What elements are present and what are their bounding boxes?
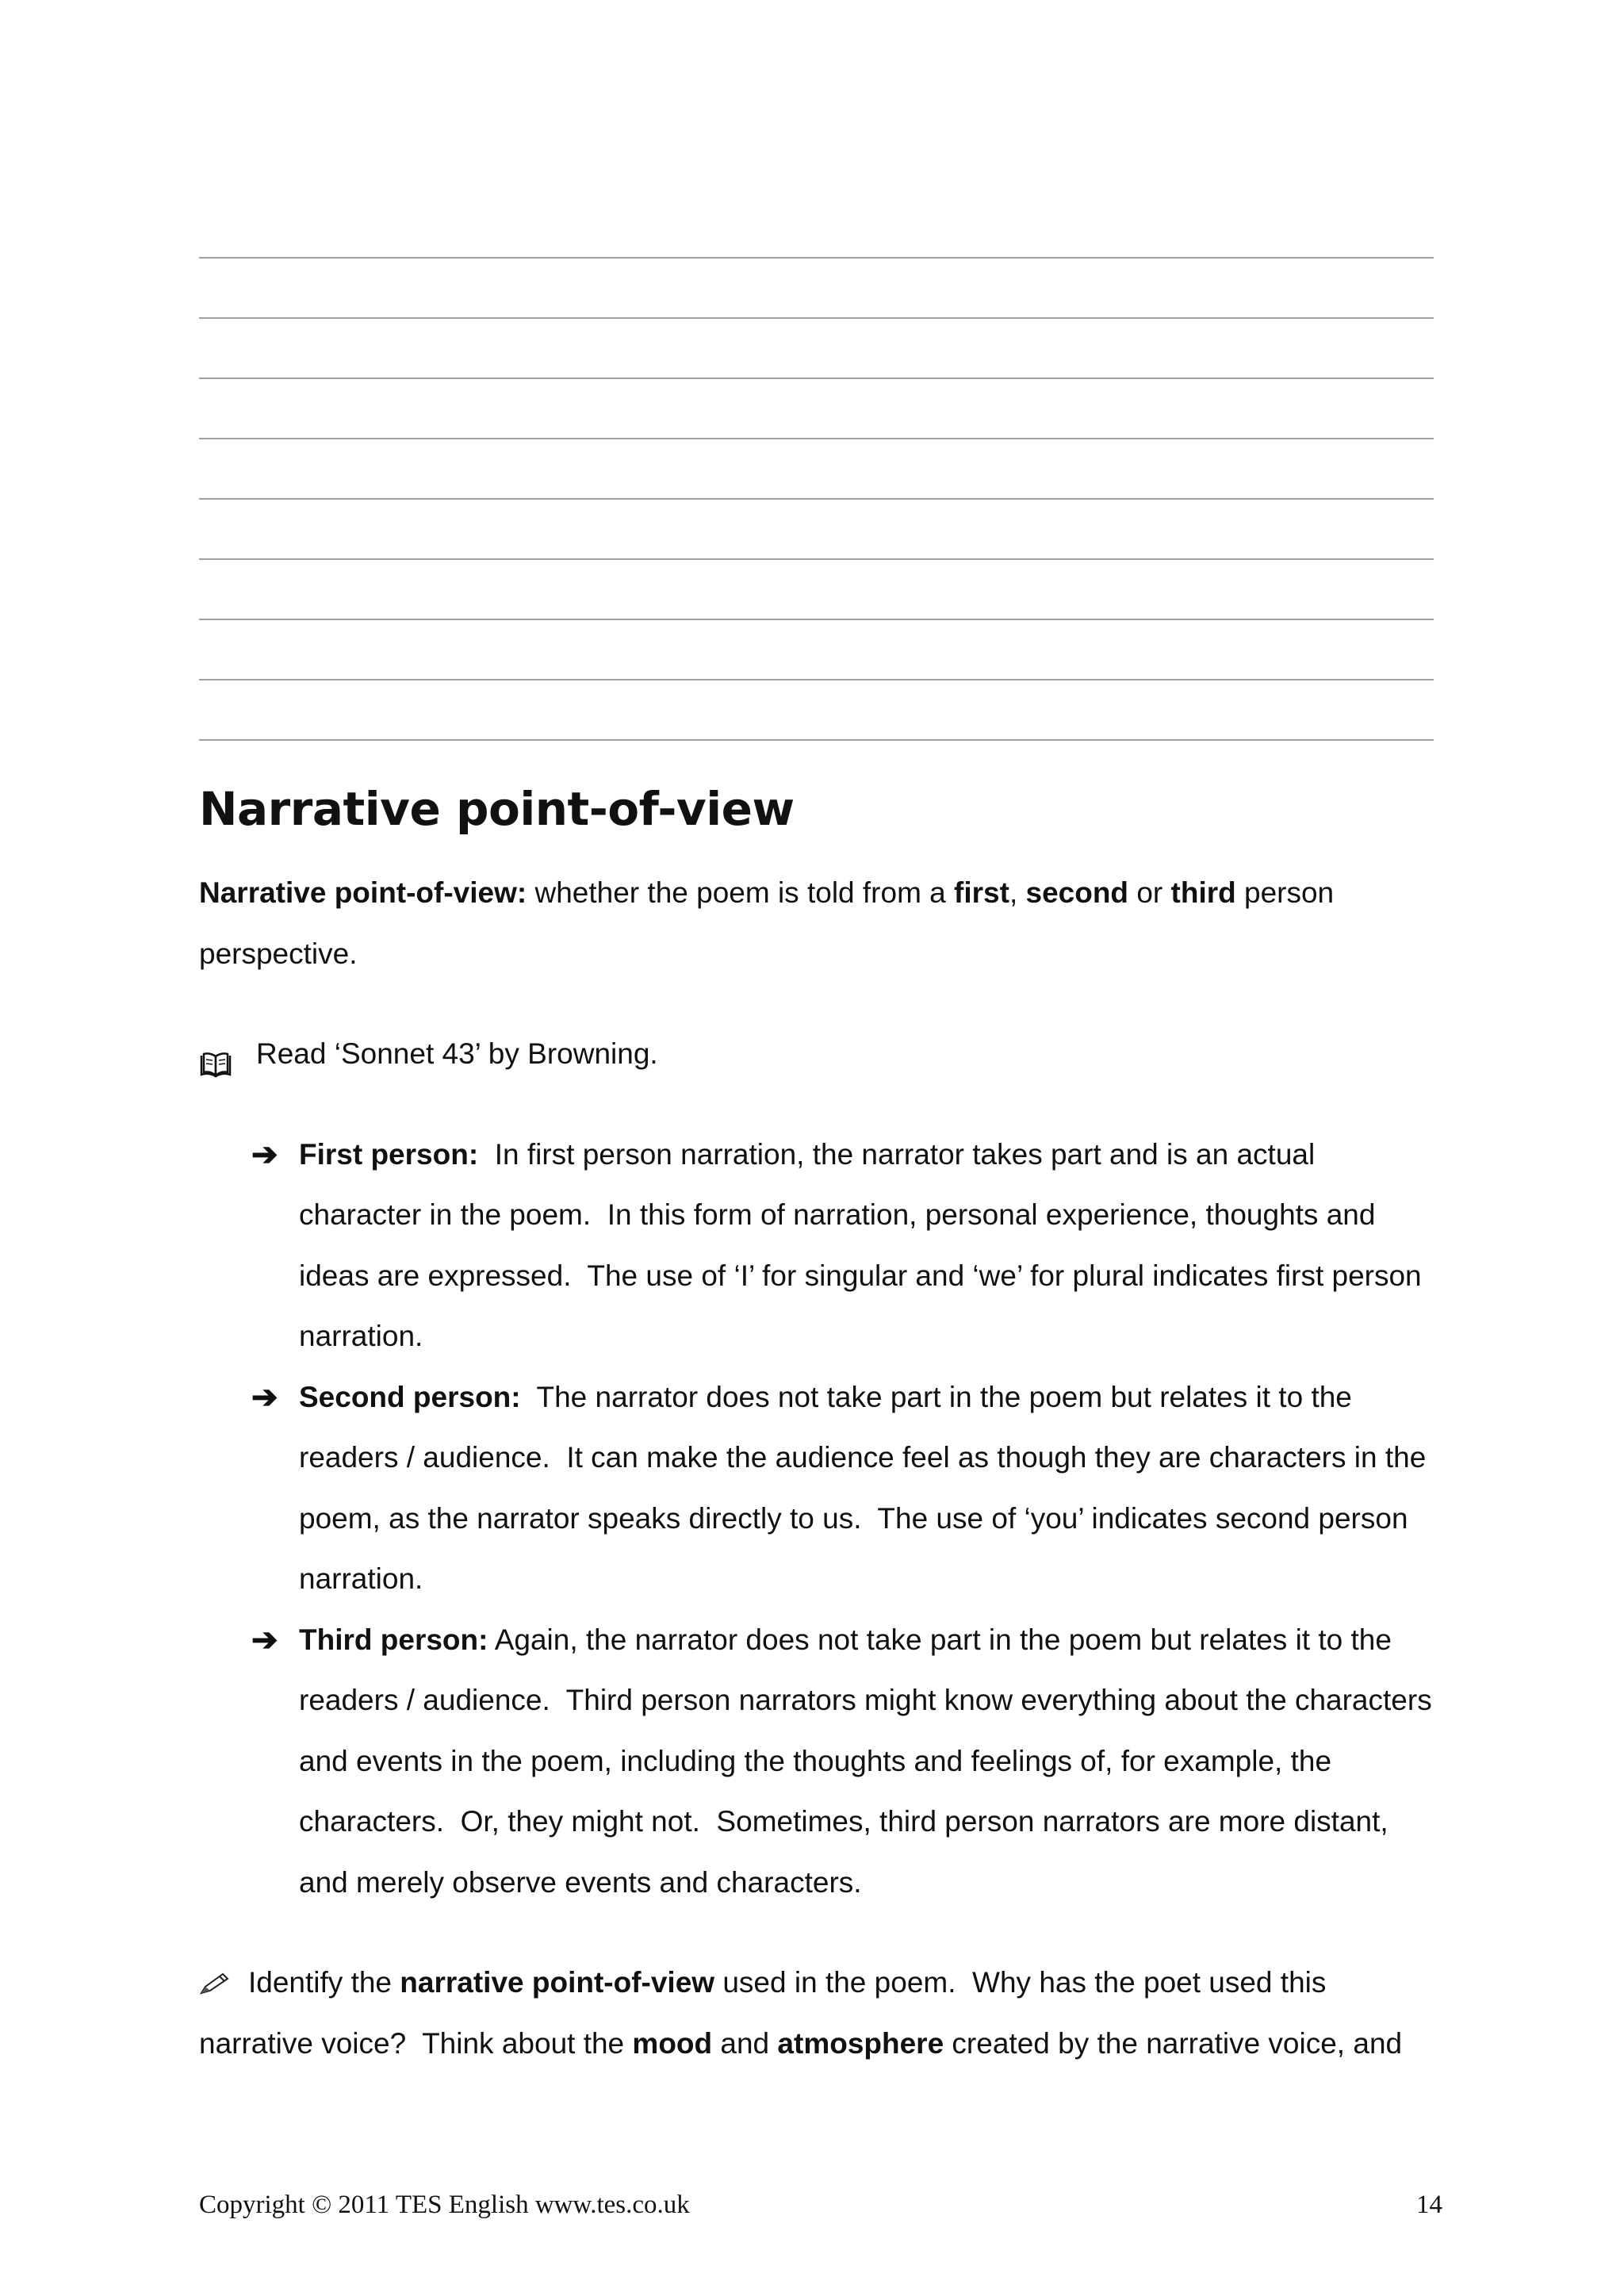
arrow-right-icon: ➔ — [251, 1622, 278, 1658]
page-number: 14 — [1416, 2191, 1442, 2219]
copyright-notice: Copyright © 2011 TES English www.tes.co.uk — [199, 2191, 690, 2219]
pencil-icon — [199, 1956, 231, 1980]
separator: , — [1009, 876, 1026, 909]
book-icon — [199, 1040, 232, 1068]
writing-line — [199, 198, 1434, 259]
bullet-third-person — [251, 1610, 1440, 1914]
separator: or — [1128, 876, 1171, 909]
bullet-second-person — [251, 1367, 1436, 1610]
arrow-right-icon: ➔ — [251, 1379, 278, 1415]
bullet-label: Third person: — [299, 1623, 488, 1656]
read-instruction-text: Read ‘Sonnet 43’ by Browning. — [256, 1037, 658, 1070]
read-instruction — [199, 1024, 1436, 1085]
keyword-third: third — [1170, 876, 1236, 909]
task-keyword: atmosphere — [777, 2026, 944, 2060]
keyword-first: first — [954, 876, 1009, 909]
task-paragraph — [199, 1953, 1436, 2074]
task-keyword: mood — [632, 2026, 713, 2060]
task-text: Identify the — [248, 1966, 400, 1999]
section-title: Narrative point-of-view — [199, 782, 795, 836]
writing-line — [199, 439, 1434, 500]
definition-paragraph — [199, 863, 1436, 984]
task-keyword: narrative point-of-view — [400, 1966, 715, 1999]
bullet-label: First person: — [299, 1137, 479, 1171]
bullet-list — [251, 1125, 1440, 1914]
bullet-text — [299, 1125, 1436, 1367]
page-footer — [199, 2191, 1442, 2220]
bullet-label: Second person: — [299, 1380, 521, 1413]
bullet-body: Again, the narrator does not take part in the poem but relates it to the readers / audience. Third person narrators might know everything about the characters and events in the poem, including the thoughts and feelings of, for example, the characters. Or, they might not. Sometimes, third person narrators are more distant, and merely observe events and characters. — [299, 1623, 1440, 1899]
keyword-second: second — [1025, 876, 1129, 909]
writing-line — [199, 379, 1434, 439]
bullet-body: The narrator does not take part in the poem but relates it to the readers / audience. It can make the audience feel as though they are characters in the poem, as the narrator speaks directly to us. The use of ‘you’ indicates second person narration. — [299, 1380, 1434, 1595]
writing-line — [199, 500, 1434, 560]
task-text: and — [712, 2026, 778, 2060]
writing-line — [199, 319, 1434, 379]
task-text: used in the poem. Why has the poet used this narrative voice? Think about the — [199, 1966, 1335, 2060]
bullet-text — [299, 1367, 1436, 1610]
arrow-right-icon: ➔ — [251, 1137, 278, 1172]
bullet-text — [299, 1610, 1440, 1914]
writing-line — [199, 259, 1434, 319]
main-content — [199, 777, 1440, 2074]
writing-line — [199, 620, 1434, 680]
writing-line — [199, 560, 1434, 620]
bullet-first-person — [251, 1125, 1436, 1367]
writing-lines — [199, 198, 1434, 741]
definition-term: Narrative point-of-view: — [199, 876, 527, 909]
bullet-body: In first person narration, the narrator takes part and is an actual character in the poem. In this form of narration, personal experience, thoughts and ideas are expressed. The use of ‘I’ for singular and ‘we’ for plural indicates first person narration. — [299, 1137, 1430, 1352]
writing-line — [199, 680, 1434, 741]
definition-text-end: person perspective. — [199, 876, 1335, 970]
definition-text: whether the poem is told from a — [527, 876, 955, 909]
task-text: created by the narrative voice, and — [944, 2026, 1403, 2060]
